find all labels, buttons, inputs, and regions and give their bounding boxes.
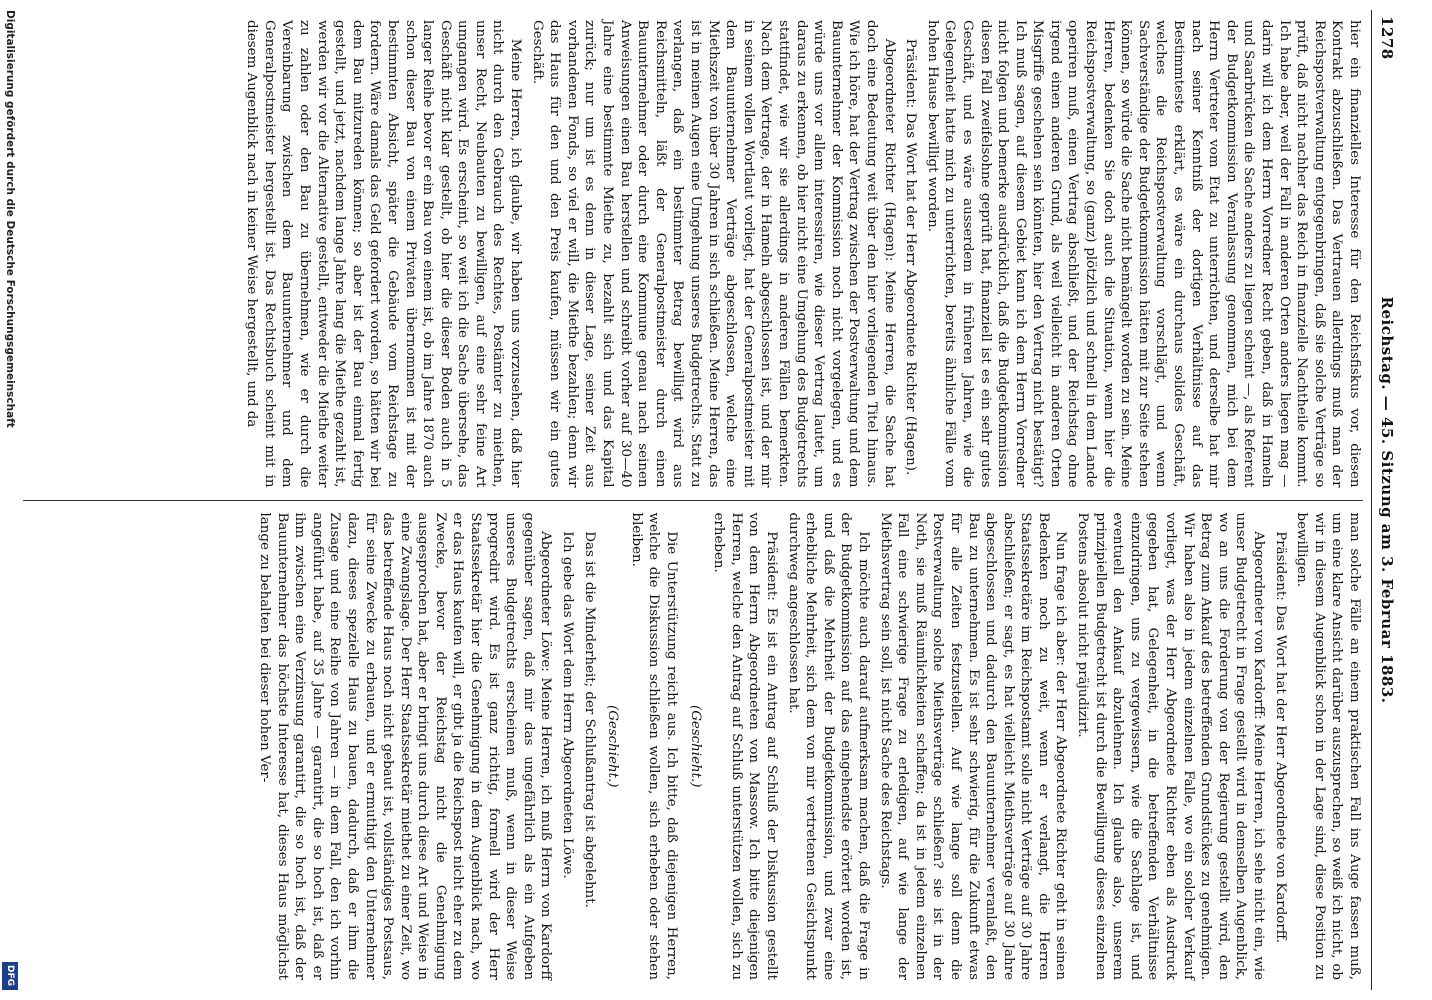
paragraph-loewe: Abgeordneter Löwe: Meine Herren, ich muß Herrn von Kardorff gegenüber sagen, daß mir das ungefährlich als ein Aufgeben unseres Budgetrechts erscheinen muß, wenn in dieser Weise progredirt wird. Es ist ganz richtig, formell wird der Herr Staatssekretär hier die Genehmigung in dem Augenblick nach, wo er das Haus kaufen will, er gibt ja die Reichspost nicht eher zu dem Zwecke, bevor der Reichstag nicht die Genehmigung ausgesprochen hat, aber er bringt uns durch diese Art und Weise in eine Zwangslage. Der Herr Staatssekretär miethet zu einer Zeit, wo das betreffende Haus noch nicht gebaut ist, vollständiges Postsaus, für seine Zwecke zu erbauen, und er ermuthigt den Unternehmer dazu, dieses spezielle Haus zu bauen, dadurch, daß er ihm die Zusage und eine Reihe von Jahren — in dem Fall, den ich vorhin angeführt habe, auf 35 Jahre — garantirt, die so hoch ist, daß er ihm zwischen eine Verzinsung garantirt, die so hoch ist, daß der Bauunternehmer das höchste Interesse hat, dieses Haus möglichst lange zu behalten bei dieser hohen Ver- xyxy=(256,512,554,980)
paragraph: Das ist die Minderheit; der Schlußantrag ist abgelehnt. xyxy=(581,531,597,908)
rotated-scan xyxy=(10,0,1410,1000)
paragraph-kardorff: Abgeordneter von Kardorff: Meine Herren, ich sehe nicht ein, wie unser Budgetrecht in Frage gestellt wird in demselben Augenblick, wo an uns die Forderung von der Regierung gestellt wird, den Betrag zum Ankauf des betreffenden Grundstückes zu genehmigen. Wir haben also in jedem einzelnen Falle, wo ein solcher Verkauf vorliegt, was der Herr Abgeordnete Richter eben als Ausdruck gegeben hat, Gelegenheit, in die betreffenden Verhältnisse einzudringen, uns zu vergewissern, wie die Sachlage ist, und eventuell den Ankauf abzulehnen. Ich glaube also, unserem prinzipiellen Budgetrecht ist durch die Bewilligung dieses einzelnen Postens absolut nicht präjudizirt. xyxy=(1075,512,1267,980)
paragraph: Nun frage ich aber: der Herr Abgeordnete Richter geht in seinen Bedenken noch zu weit, wenn er verlangt, die Herren Staatssekretäre im Reichspostamt solle nicht Verträge auf 30 Jahre abschließen; er sagt, es hat vielleicht Miethsverträge auf 30 Jahre abgeschlossen und dadurch den Bauunternehmer veranlaßt, den Bau zu unternehmen. Es ist sehr schwierig, für die Zukunft etwas für alle Zeiten festzustellen. Auf wie lange soll denn die Postverwaltung solche Miethsverträge schließen? sie ist in der Noth, sie muß Räumlichkeiten schaffen; da ist in jedem einzelnen Fall eine schwierige Frage zu erledigen, auf wie lange der Miethsvertrag sein soll, ist nicht Sache des Reichstags. xyxy=(877,512,1069,980)
page-number: 1278 xyxy=(1378,16,1396,60)
paragraph: Die Unterstützung reicht aus. Ich bitte, daß diejenigen Herren, welche die Diskussion schließen wollen, sich erheben oder stehen bleiben. xyxy=(628,512,680,980)
paragraph: man solche Fälle an einem praktischen Fall ins Auge fassen muß, um eine klare Ansicht darüber auszusprechen, so weiß ich nicht, ob wir in diesem Augenblick schon in der Lage sind, diese Position zu bewilligen. xyxy=(1294,512,1362,980)
paragraph-president: Präsident: Es ist ein Antrag auf Schluß der Diskussion gestellt von dem Herrn Abgeordneten von Massow. Ich bitte diejenigen Herren, welche den Antrag auf Schluß unterstützen wollen, sich zu erheben. xyxy=(711,512,779,980)
stage-direction: (Geschieht.) xyxy=(605,704,621,788)
paragraph-president: Präsident: Das Wort hat der Herr Abgeordnete Richter (Hagen). xyxy=(903,38,919,476)
stage-direction: (Geschieht.) xyxy=(687,704,703,788)
column-right xyxy=(23,503,1363,991)
paragraph: Ich gebe das Wort dem Herrn Abgeordneten Löwe. xyxy=(560,531,576,879)
paragraph-richter: Abgeordneter Richter (Hagen): Meine Herren, die Sache hat doch eine Bedeutung weit über den hier vorliegenden Titel hinaus. Wie ich höre, hat der Vertrag zwischen der Postverwaltung und dem Bauunternehmer der Kommission noch nicht vorgelegen, und es würde uns vor allem interessiren, wie dieser Vertrag lautet, um daraus zu erkennen, ob hier nicht eine Umgehung des Budgetrechts stattfindet, wie wir sie allerdings in anderen Fällen bemerkten. Nach dem Vertrage, der in Hameln abgeschlossen ist, und der mir in seinem vollen Wortlaut vorliegt, hat der Generalpostmeister mit dem Bauunternehmer Verträge abgeschlossen, welche eine Miethszeit von über 30 Jahren in sich schließen. Meine Herren, das ist in meinen Augen eine Umgehung unseres Budgetrechts. Statt zu verlangen, daß ein bestimmter Betrag bewilligt wird aus Reichsmitteln, läßt der Generalpostmeister durch einen Bauunternehmer oder durch eine Kommune genau nach seinen Anweisungen einen Bau herstellen und schreibt vorher auf 30—40 Jahre eine bestimmte Miethe zu, bezahlt sich und das Kapital zurück; nur um ist es denn in dieser Lage, seiner Zeit aus vorhandenen Fonds, so viel er will, die Miethe bezahlen; denn wir das Haus für den und den Preis kaufen, müssen wir ein gutes Geschäft. xyxy=(529,20,897,488)
column-divider xyxy=(23,500,1363,501)
digitization-credit xyxy=(1,10,19,990)
paragraph-president: Präsident: Das Wort hat der Herr Abgeordnete von Kardorff. xyxy=(1272,531,1288,944)
running-title: Reichstag. — 45. Sitzung am 3. Februar 1883. xyxy=(1378,296,1396,704)
paragraph: hier ein finanzielles Interesse für den Reichsfiskus vor, diesen Kontrakt abzuschließen. Das Vertrauen allerdings muß man der Reichspostverwaltung entgegenbringen, daß sie solche Verträge so prüft, daß nicht nachher das Reich in finanzielle Nachtheile kommt. Ich habe aber, weil der Fall in anderen Orten anders liegen mag — darin will ich dem Herrn Vorredner Recht geben, daß in Hameln und Saarbrücken die Sache anders zu liegen scheint —, als Referent der Budgetkommission Veranlassung genommen, mich bei dem Herrn Vertreter vom Etat zu unterrichten, und derselbe hat mir nach seiner Kenntniß der dortigen Verhältnisse auf das Bestimmteste erklärt, es wäre ein durchaus solides Geschäft, welches die Reichspostverwaltung vorschlägt, und wenn Sachverständige der Budgetkommission hätten mit zur Seite stehen können, so würde die Sache nicht bemängelt worden zu sein. Meine Herren, bedenken Sie doch auch die Situation, wenn hier die Reichspostverwaltung, so (ganz) plötzlich und schnell in dem Lande operiren muß, einen Vertrag abschließt, und der Reichstag ohne irgend einen anderen Grund, als weil vielleicht in anderen Orten Misgriffe geschehen sein könnten, hier den Vertrag nicht bestätigt? Ich muß sagen, auf diesem Gebiet kann ich dem Herrn Vorredner nicht folgen und bemerke ausdrücklich, daß die Budgetkommission diesen Fall zweifelsohne geprüft hat, finanziell ist es ein sehr gutes Geschäft, und es wäre ausserdem in früheren Jahren, wie die Gelegenheit hatte mich zu unterrichten, bereits ähnliche Fälle vom hohen Hause bewilligt worden. xyxy=(924,20,1362,488)
text-columns xyxy=(23,10,1363,990)
dfg-logo-icon: DFG xyxy=(2,962,18,990)
running-head xyxy=(1371,10,1400,990)
column-left xyxy=(23,10,1363,498)
paragraph: Meine Herren, ich glaube, wir haben uns vorzusehen, daß hier nicht durch den Gebrauch des Rechtes, Postämter zu miethen, unser Recht, Neubauten zu bewilligen, auf eine sehr feine Art umgangen wird. Es erscheint, so weit ich die Sache übersehe, das Geschäft nicht klar gestellt, ob hier die dieser Boden auch in 5 langer Reihe bevor er ein Bau von einem ist, ob im Jahre 1870 auch schon dieser Bau von einem Privaten übernommen ist mit der bestimmten Absicht, später die Gebäude vom Reichstage zu fordern. Wäre damals das Geld gefordert worden, so hätten wir bei dem Bau mitzureden können; so aber ist der Bau einmal fertig gestellt, und jetzt, nachdem lange Jahre lang die Miethe gezahlt ist, werden wir vor die Alternative gestellt, entweder die Miethe weiter zu zahlen oder den Bau zu übernehmen, wie er durch die Vereinbarung zwischen dem Bauunternehmer und dem Generalpostmeister hergestellt ist. Das Rechtsbuch scheint mit in diesem Augenblick nach in keiner Weise hergestellt, und da xyxy=(244,20,524,488)
paragraph: Ich möchte auch darauf aufmerksam machen, daß die Frage in der Budgetkommission auf das eingehendste erörtert worden ist, und daß die Mehrheit der Budgetkommission, und zwar eine erhebliche Mehrheit, sich dem von mir vertretenen Gesichtspunkt durchweg angeschlossen hat. xyxy=(785,512,871,980)
credit-text: Digitalisierung gefördert durch die Deutsche Forschungsgemeinschaft xyxy=(4,10,16,428)
